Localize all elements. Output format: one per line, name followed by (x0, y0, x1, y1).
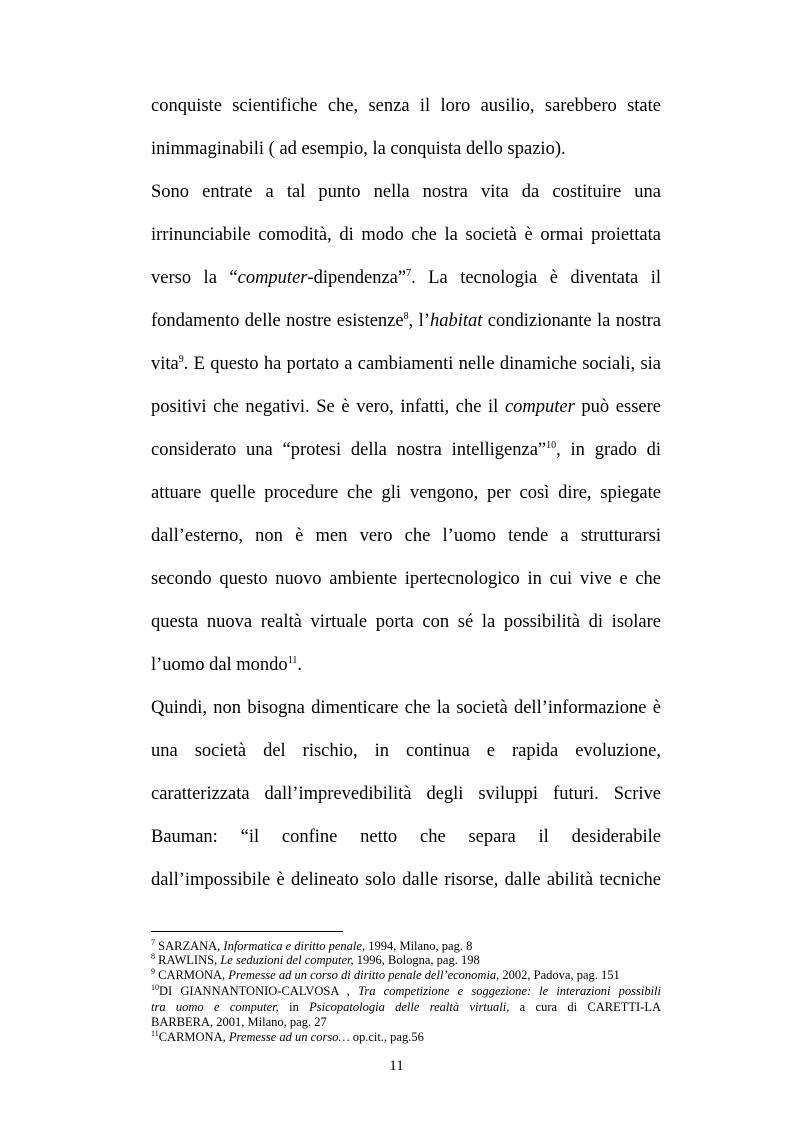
footnote-11: $^{11}$CARMONA, Premesse ad un corso… op.cit., pag.56 (151, 1028, 424, 1044)
body-line-1: conquiste scientifiche che, senza il loro ausilio, sarebbero state (151, 96, 661, 116)
body-line-7: vita$^9$. E questo ha portato a cambiamenti nelle dinamiche sociali, sia (151, 353, 661, 374)
footnote-9: $^9$ CARMONA, Premesse ad un corso di diritto penale dell’economia, 2002, Padova, pag. 151 (151, 966, 620, 982)
body-line-13: questa nuova realtà virtuale porta con sé la possibilità di isolare (151, 612, 661, 632)
body-line-9: considerato una “protesi della nostra intelligenza”$^{10}$, in grado di (151, 439, 661, 460)
body-line-6: fondamento delle nostre esistenze$^8$, l’habitat condizionante la nostra (151, 310, 661, 331)
body-line-15: Quindi, non bisogna dimenticare che la società dell’informazione è (151, 698, 661, 718)
body-line-11: dall’esterno, non è men vero che l’uomo tende a strutturarsi (151, 526, 661, 546)
body-line-8: positivi che negativi. Se è vero, infatti, che il computer può essere (151, 397, 661, 417)
body-line-2: inimmaginabili ( ad esempio, la conquista dello spazio). (151, 139, 566, 159)
body-line-16: una società del rischio, in continua e rapida evoluzione, (151, 741, 661, 761)
body-line-12: secondo questo nuovo ambiente ipertecnologico in cui vive e che (151, 569, 661, 589)
footnote-10-line-2: tra uomo e computer, in Psicopatologia delle realtà virtuali, a cura di CARETTI-LA (151, 1000, 661, 1014)
body-line-17: caratterizzata dall’imprevedibilità degli sviluppi futuri. Scrive (151, 784, 661, 804)
footnote-7: $^7$ SARZANA, Informatica e diritto penale, 1994, Milano, pag. 8 (151, 937, 473, 953)
footnote-8: $^8$ RAWLINS, Le seduzioni del computer, 1996, Bologna, pag. 198 (151, 951, 480, 967)
body-line-4: irrinunciabile comodità, di modo che la società è ormai proiettata (151, 225, 661, 245)
body-line-10: attuare quelle procedure che gli vengono, per così dire, spiegate (151, 483, 661, 503)
footnote-10-line-1: $^{10}$DI GIANNANTONIO-CALVOSA , Tra competizione e soggezione: le interazioni possibili (151, 982, 662, 998)
body-line-3: Sono entrate a tal punto nella nostra vita da costituire una (151, 182, 661, 202)
footnote-separator (151, 931, 343, 932)
page-number: 11 (389, 1058, 404, 1074)
body-line-18: Bauman: “il confine netto che separa il desiderabile (151, 827, 661, 847)
body-line-5: verso la “computer-dipendenza”$^7$. La tecnologia è diventata il (151, 267, 661, 288)
body-line-19: dall’impossibile è delineato solo dalle risorse, dalle abilità tecniche (151, 870, 661, 890)
body-line-14: l’uomo dal mondo$^{11}$. (151, 654, 302, 675)
footnote-10-line-3: BARBERA, 2001, Milano, pag. 27 (151, 1015, 327, 1029)
